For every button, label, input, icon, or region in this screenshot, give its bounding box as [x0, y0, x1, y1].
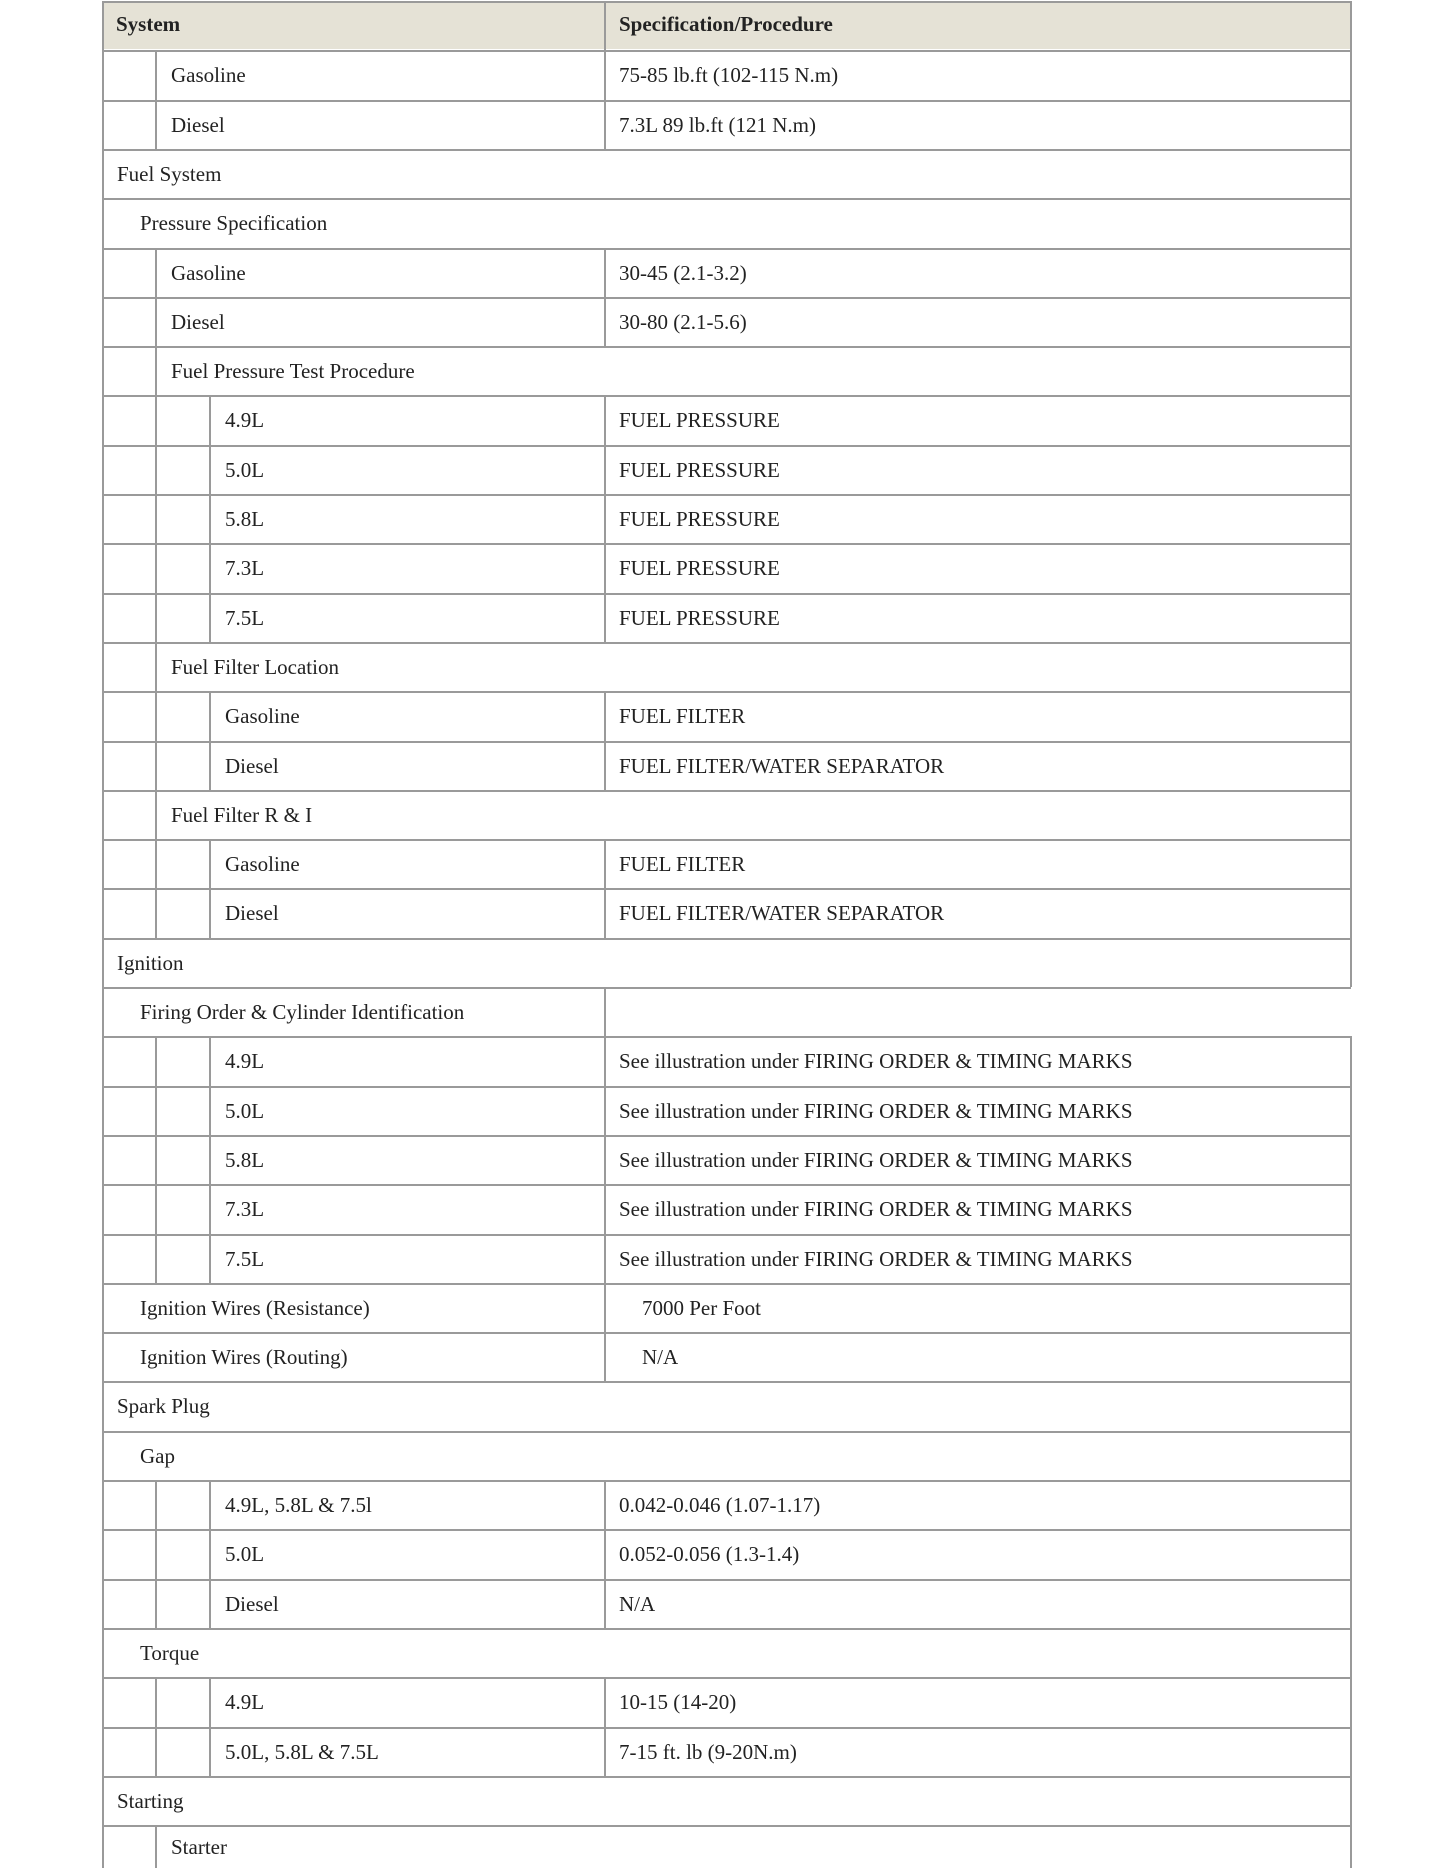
indent-divider	[209, 1579, 211, 1628]
table-right-border	[1350, 297, 1352, 346]
spec-value: FUEL FILTER	[619, 704, 746, 728]
section-heading: Starter	[171, 1835, 227, 1859]
row-divider	[102, 1086, 1351, 1088]
spec-value: FUEL PRESSURE	[619, 458, 780, 482]
indent-divider	[209, 494, 211, 543]
column-divider	[604, 1283, 606, 1332]
indent-divider	[155, 100, 157, 149]
spec-label: 5.0L	[225, 1099, 265, 1123]
column-divider	[604, 888, 606, 938]
row-divider	[102, 1677, 1351, 1679]
column-divider	[604, 1727, 606, 1776]
indent-divider	[155, 1184, 157, 1234]
spec-value: See illustration under FIRING ORDER & TIMING MARKS	[619, 1148, 1133, 1172]
section-heading: Starting	[117, 1789, 184, 1813]
spec-value: 7000 Per Foot	[642, 1296, 762, 1320]
table-right-border	[1350, 149, 1352, 198]
row-divider	[102, 593, 1351, 595]
row-divider	[102, 642, 1351, 644]
spec-value: 7.3L 89 lb.ft (121 N.m)	[619, 113, 816, 137]
section-heading: Fuel Filter Location	[171, 655, 339, 679]
row-divider	[102, 149, 1351, 151]
column-divider	[604, 691, 606, 741]
indent-divider	[155, 494, 157, 543]
indent-divider	[155, 1825, 157, 1868]
column-divider	[604, 395, 606, 445]
section-heading: Fuel Filter R & I	[171, 803, 313, 827]
section-heading: Fuel System	[117, 162, 222, 186]
spec-value: 0.052-0.056 (1.3-1.4)	[619, 1542, 800, 1566]
spec-value: FUEL PRESSURE	[619, 408, 780, 432]
table-right-border	[1350, 1480, 1352, 1529]
spec-label: 5.8L	[225, 1148, 265, 1172]
table-right-border	[1350, 888, 1352, 938]
spec-value: 7-15 ft. lb (9-20N.m)	[619, 1740, 797, 1764]
row-divider	[102, 1332, 1351, 1334]
row-divider	[102, 395, 1351, 397]
column-divider	[604, 494, 606, 543]
spec-label: 5.0L, 5.8L & 7.5L	[225, 1740, 379, 1764]
spec-value: FUEL PRESSURE	[619, 556, 780, 580]
spec-label: Diesel	[225, 754, 279, 778]
row-divider	[102, 445, 1351, 447]
table-right-border	[1350, 445, 1352, 494]
indent-divider	[209, 1086, 211, 1135]
indent-divider	[209, 888, 211, 938]
indent-divider	[155, 1727, 157, 1776]
spec-value: FUEL PRESSURE	[619, 507, 780, 531]
row-divider	[102, 1431, 1351, 1433]
spec-label: Diesel	[171, 113, 225, 137]
table-right-border	[1350, 1381, 1352, 1431]
row-divider	[102, 1, 1351, 3]
column-divider	[604, 100, 606, 149]
row-divider	[102, 1381, 1351, 1383]
spec-label: Gasoline	[171, 63, 246, 87]
table-right-border	[1350, 1135, 1352, 1184]
row-divider	[102, 1825, 1351, 1827]
indent-divider	[155, 839, 157, 888]
table-right-border	[1350, 1283, 1352, 1332]
row-divider	[102, 1776, 1351, 1778]
table-right-border	[1350, 198, 1352, 248]
table-right-border	[1350, 1184, 1352, 1234]
spec-label: Diesel	[171, 310, 225, 334]
indent-divider	[155, 593, 157, 642]
column-divider	[604, 1332, 606, 1381]
column-divider	[604, 445, 606, 494]
table-right-border	[1350, 1727, 1352, 1776]
table-right-border	[1350, 1677, 1352, 1727]
section-heading: Fuel Pressure Test Procedure	[171, 359, 415, 383]
indent-divider	[155, 741, 157, 790]
indent-divider	[209, 543, 211, 593]
indent-divider	[155, 445, 157, 494]
row-divider	[102, 346, 1351, 348]
table-right-border	[1350, 1234, 1352, 1283]
section-heading: Spark Plug	[117, 1394, 210, 1418]
indent-divider	[209, 1480, 211, 1529]
row-divider	[102, 1283, 1351, 1285]
indent-divider	[155, 1579, 157, 1628]
spec-value: See illustration under FIRING ORDER & TIMING MARKS	[619, 1247, 1133, 1271]
spec-label: Ignition Wires (Routing)	[140, 1345, 348, 1369]
column-divider	[604, 1579, 606, 1628]
table-right-border	[1350, 1579, 1352, 1628]
table-right-border	[1350, 1825, 1352, 1868]
spec-label: 7.3L	[225, 1197, 265, 1221]
indent-divider	[155, 1677, 157, 1727]
table-right-border	[1350, 1332, 1352, 1381]
row-divider	[102, 938, 1351, 940]
spec-label: 7.5L	[225, 606, 265, 630]
row-divider	[102, 839, 1351, 841]
column-divider	[604, 1234, 606, 1283]
indent-divider	[209, 1234, 211, 1283]
indent-divider	[209, 1036, 211, 1086]
row-divider	[102, 1727, 1351, 1729]
row-divider	[102, 1135, 1351, 1137]
column-divider	[604, 987, 606, 1036]
column-divider	[604, 1036, 606, 1086]
spec-label: 5.0L	[225, 458, 265, 482]
table-right-border	[1350, 1628, 1352, 1677]
spec-value: 10-15 (14-20)	[619, 1690, 737, 1714]
table-right-border	[1350, 691, 1352, 741]
column-divider	[604, 543, 606, 593]
table-right-border	[1350, 839, 1352, 888]
column-divider	[604, 839, 606, 888]
indent-divider	[155, 346, 157, 395]
indent-divider	[209, 1184, 211, 1234]
section-heading: Torque	[140, 1641, 200, 1665]
indent-divider	[209, 839, 211, 888]
section-heading: Pressure Specification	[140, 211, 328, 235]
indent-divider	[155, 1135, 157, 1184]
table-right-border	[1350, 395, 1352, 445]
spec-value: 0.042-0.046 (1.07-1.17)	[619, 1493, 821, 1517]
column-divider	[604, 50, 606, 100]
spec-label: Diesel	[225, 1592, 279, 1616]
indent-divider	[209, 1135, 211, 1184]
column-divider	[604, 1480, 606, 1529]
spec-value: N/A	[642, 1345, 679, 1369]
column-divider	[604, 1677, 606, 1727]
spec-value: 30-45 (2.1-3.2)	[619, 261, 747, 285]
indent-divider	[155, 1086, 157, 1135]
row-divider	[102, 1184, 1351, 1186]
indent-divider	[209, 1529, 211, 1579]
spec-label: 4.9L, 5.8L & 7.5l	[225, 1493, 372, 1517]
table-right-border	[1350, 100, 1352, 149]
column-divider	[604, 741, 606, 790]
header-spec: Specification/Procedure	[619, 12, 833, 36]
column-divider	[604, 1529, 606, 1579]
spec-label: 4.9L	[225, 408, 265, 432]
spec-label: 4.9L	[225, 1690, 265, 1714]
row-divider	[102, 790, 1351, 792]
spec-value: 75-85 lb.ft (102-115 N.m)	[619, 63, 839, 87]
column-divider	[604, 1184, 606, 1234]
indent-divider	[155, 543, 157, 593]
row-divider	[102, 1628, 1351, 1630]
spec-label: Gasoline	[225, 852, 300, 876]
indent-divider	[155, 248, 157, 297]
spec-value: See illustration under FIRING ORDER & TIMING MARKS	[619, 1099, 1133, 1123]
row-divider	[102, 198, 1351, 200]
spec-label: 4.9L	[225, 1049, 265, 1073]
spec-label: 5.8L	[225, 507, 265, 531]
indent-divider	[155, 790, 157, 839]
table-right-border	[1350, 790, 1352, 839]
indent-divider	[209, 593, 211, 642]
spec-value: N/A	[619, 1592, 656, 1616]
spec-value: 30-80 (2.1-5.6)	[619, 310, 747, 334]
section-heading: Gap	[140, 1444, 175, 1468]
indent-divider	[155, 297, 157, 346]
indent-divider	[155, 1480, 157, 1529]
spec-label: 7.3L	[225, 556, 265, 580]
row-divider	[102, 888, 1351, 890]
indent-divider	[209, 741, 211, 790]
row-divider	[102, 1579, 1351, 1581]
table-right-border	[1350, 543, 1352, 593]
indent-divider	[209, 691, 211, 741]
table-right-border	[1350, 1529, 1352, 1579]
spec-value: See illustration under FIRING ORDER & TIMING MARKS	[619, 1197, 1133, 1221]
spec-label: Firing Order & Cylinder Identification	[140, 1000, 465, 1024]
row-divider	[102, 248, 1351, 250]
row-divider	[102, 543, 1351, 545]
row-divider	[102, 50, 1351, 52]
row-divider	[102, 494, 1351, 496]
spec-label: Ignition Wires (Resistance)	[140, 1296, 370, 1320]
spec-label: Gasoline	[171, 261, 246, 285]
column-divider	[604, 1086, 606, 1135]
row-divider	[102, 1036, 1351, 1038]
indent-divider	[209, 1727, 211, 1776]
indent-divider	[155, 1036, 157, 1086]
table-right-border	[1350, 494, 1352, 543]
column-divider	[604, 297, 606, 346]
indent-divider	[155, 395, 157, 445]
table-right-border	[1350, 593, 1352, 642]
spec-label: Diesel	[225, 901, 279, 925]
indent-divider	[155, 642, 157, 691]
table-right-border	[1350, 346, 1352, 395]
column-divider	[604, 1, 606, 50]
indent-divider	[155, 888, 157, 938]
indent-divider	[209, 395, 211, 445]
indent-divider	[209, 1677, 211, 1727]
row-divider	[102, 691, 1351, 693]
row-divider	[102, 1480, 1351, 1482]
table-left-border	[102, 1, 104, 1868]
table-right-border	[1350, 1776, 1352, 1825]
spec-value: FUEL PRESSURE	[619, 606, 780, 630]
table-right-border	[1350, 1086, 1352, 1135]
table-right-border	[1350, 1431, 1352, 1480]
table-right-border	[1350, 248, 1352, 297]
row-divider	[102, 297, 1351, 299]
column-divider	[604, 248, 606, 297]
table-right-border	[1350, 938, 1352, 987]
spec-label: Gasoline	[225, 704, 300, 728]
table-right-border	[1350, 1036, 1352, 1086]
row-divider	[102, 741, 1351, 743]
spec-value: FUEL FILTER/WATER SEPARATOR	[619, 901, 945, 925]
spec-value: FUEL FILTER	[619, 852, 746, 876]
indent-divider	[209, 445, 211, 494]
row-divider	[102, 1529, 1351, 1531]
row-divider	[102, 1234, 1351, 1236]
column-divider	[604, 1135, 606, 1184]
section-heading: Ignition	[117, 951, 184, 975]
column-divider	[604, 593, 606, 642]
table-right-border	[1350, 50, 1352, 100]
indent-divider	[155, 1234, 157, 1283]
spec-label: 7.5L	[225, 1247, 265, 1271]
table-right-border	[1350, 741, 1352, 790]
row-divider	[102, 100, 1351, 102]
spec-value: FUEL FILTER/WATER SEPARATOR	[619, 754, 945, 778]
spec-label: 5.0L	[225, 1542, 265, 1566]
header-system: System	[116, 12, 181, 36]
indent-divider	[155, 1529, 157, 1579]
spec-value: See illustration under FIRING ORDER & TIMING MARKS	[619, 1049, 1133, 1073]
row-divider	[102, 987, 1351, 989]
indent-divider	[155, 691, 157, 741]
indent-divider	[155, 50, 157, 100]
table-right-border	[1350, 642, 1352, 691]
table-right-border	[1350, 1, 1352, 50]
